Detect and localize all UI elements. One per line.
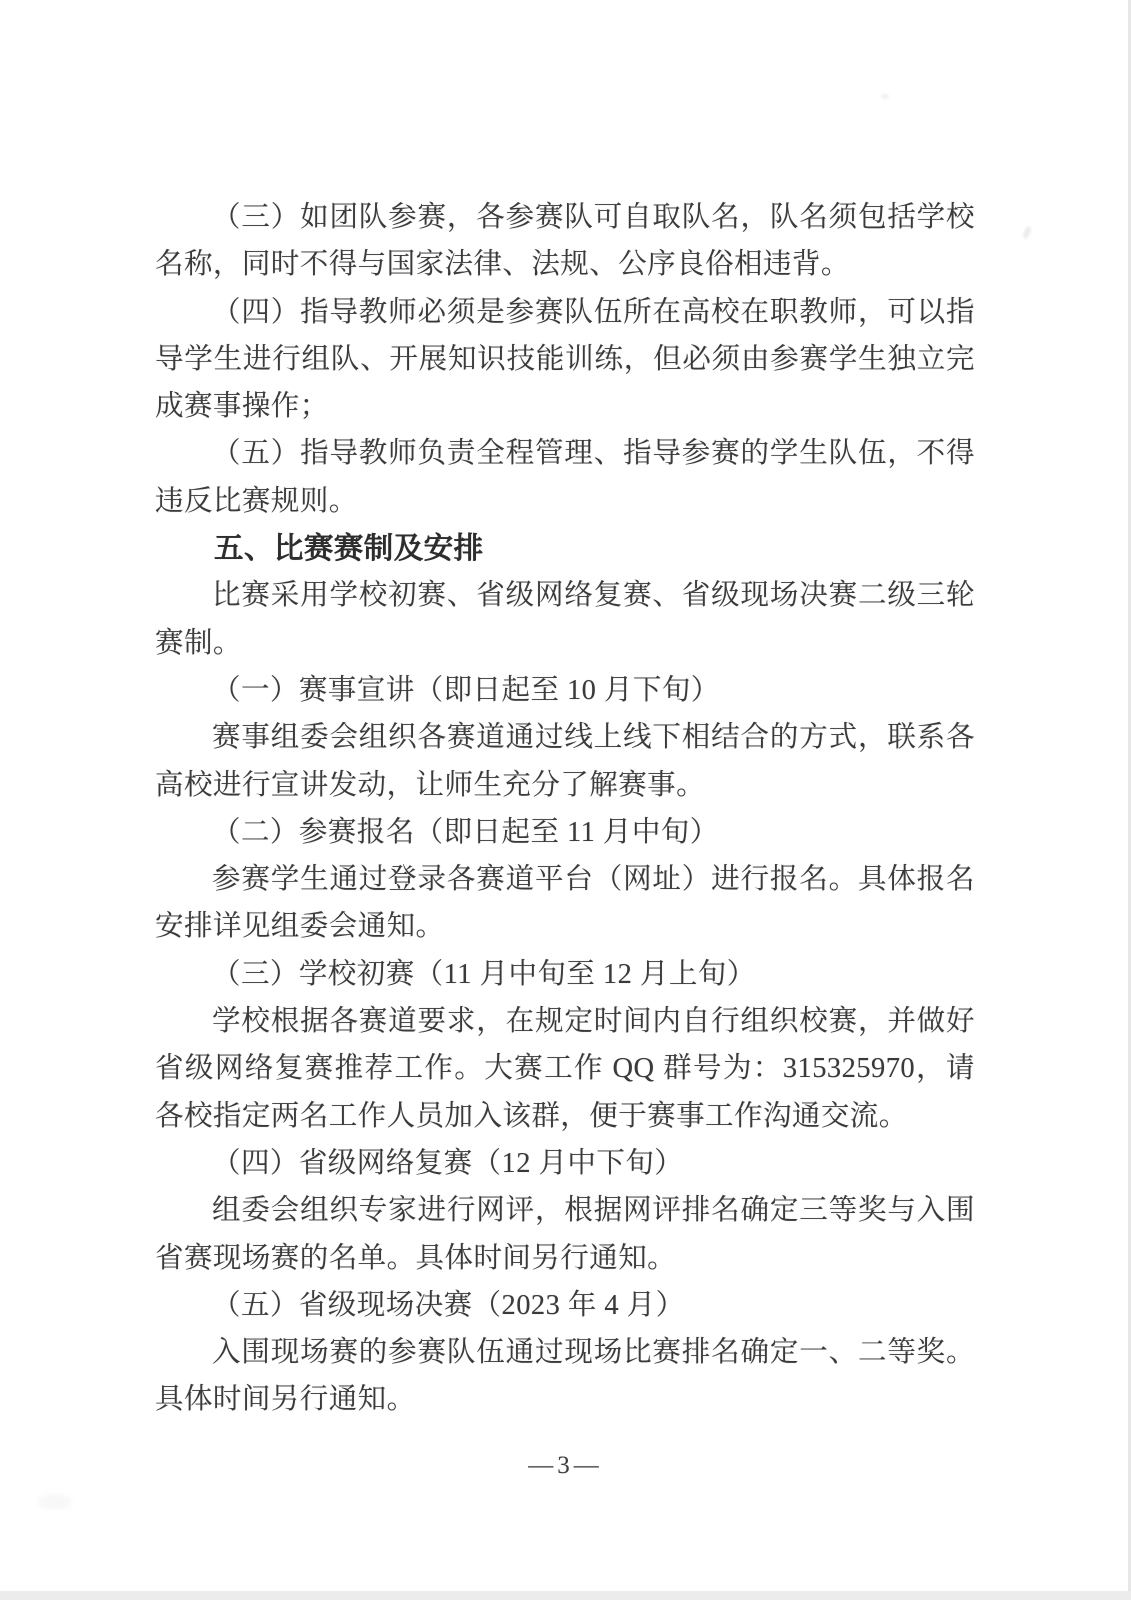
scan-artifact (38, 1494, 72, 1510)
competition-format-intro: 比赛采用学校初赛、省级网络复赛、省级现场决赛二级三轮赛制。 (155, 580, 975, 659)
clause-4-advisor-requirement: （四）指导教师必须是参赛队伍所在高校在职教师，可以指导学生进行组队、开展知识技能训练，但必须由参赛学生独立完成赛事操作； (155, 296, 975, 423)
stage-3-heading: （三）学校初赛（11 月中旬至 12 月上旬） (212, 958, 756, 990)
clause-3-team-naming: （三）如团队参赛，各参赛队可自取队名，队名须包括学校名称，同时不得与国家法律、法规、公序良俗相违背。 (155, 202, 975, 281)
stage-2-heading: （二）参赛报名（即日起至 11 月中旬） (212, 816, 719, 848)
stage-5-heading: （五）省级现场决赛（2023 年 4 月） (212, 1289, 685, 1321)
scan-edge-bottom (0, 1591, 1131, 1600)
document-body (155, 194, 975, 1424)
clause-5-advisor-duty: （五）指导教师负责全程管理、指导参赛的学生队伍，不得违反比赛规则。 (155, 438, 975, 517)
section-5-heading: 五、比赛赛制及安排 (214, 532, 484, 566)
stage-2-detail: 参赛学生通过登录各赛道平台（网址）进行报名。具体报名安排详见组委会通知。 (155, 864, 975, 943)
stage-4-detail: 组委会组织专家进行网评，根据网评排名确定三等奖与入围省赛现场赛的名单。具体时间另行通知。 (155, 1195, 975, 1274)
scan-artifact (1022, 225, 1032, 239)
stage-5-detail: 入围现场赛的参赛队伍通过现场比赛排名确定一、二等奖。具体时间另行通知。 (155, 1337, 975, 1416)
scan-artifact (881, 94, 889, 99)
stage-1-heading: （一）赛事宣讲（即日起至 10 月下旬） (212, 674, 720, 706)
stage-1-detail: 赛事组委会组织各赛道通过线上线下相结合的方式，联系各高校进行宣讲发动，让师生充分了解赛事。 (155, 722, 975, 801)
stage-3-detail: 学校根据各赛道要求，在规定时间内自行组织校赛，并做好省级网络复赛推荐工作。大赛工作 QQ 群号为：315325970，请各校指定两名工作人员加入该群，便于赛事工作沟通交流。 (155, 1006, 975, 1132)
stage-4-heading: （四）省级网络复赛（12 月中下旬） (212, 1147, 684, 1179)
page-number: —3— (528, 1452, 603, 1479)
